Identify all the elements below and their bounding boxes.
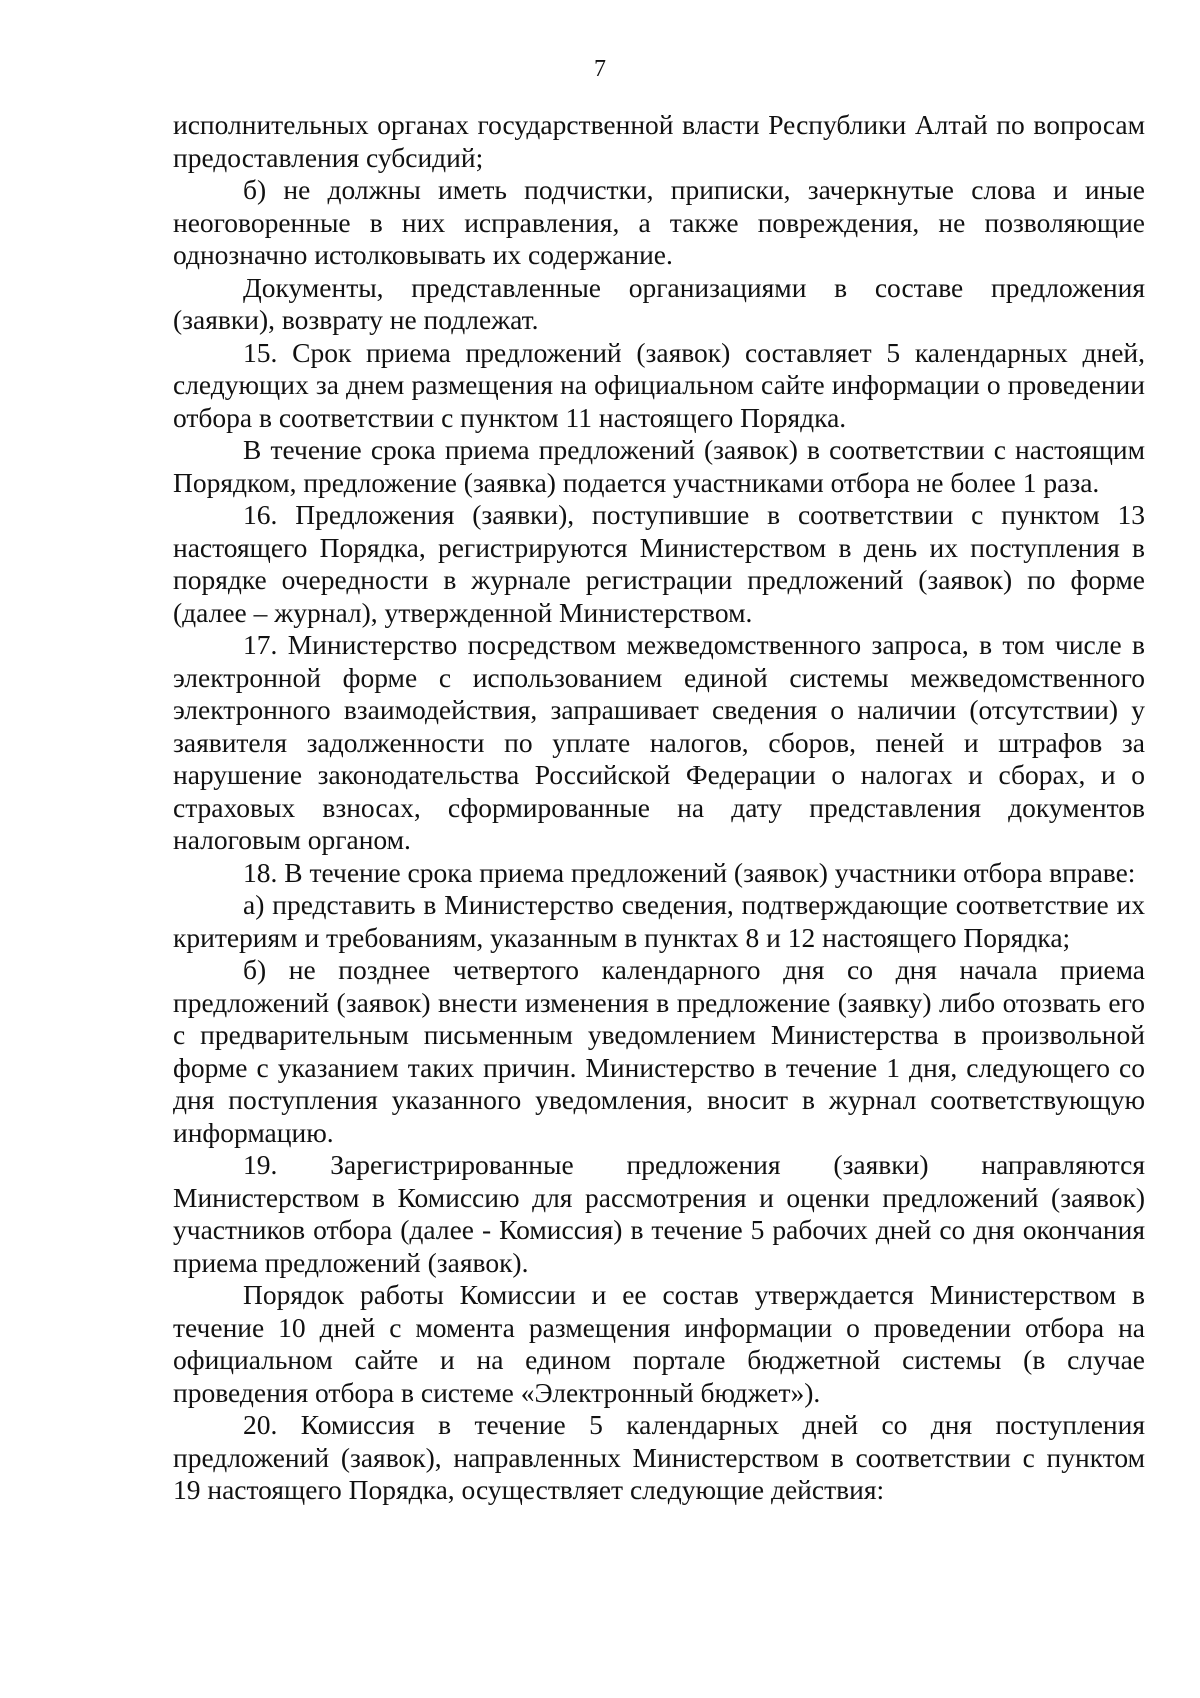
paragraph: 18. В течение срока приема предложений (заявок) участники отбора вправе:	[243, 856, 1136, 888]
page-number: 7	[594, 56, 606, 82]
paragraph: 17. Министерство посредством межведомственного запроса, в том числе в электронной форме с использованием единой системы межведомственного электронного взаимодействия, запрашивает сведения о наличии (отсутствии) у заявителя задолженности по уплате налогов, сборов, пеней и штрафов за нарушение законодательства Российской Федерации о налогах и сборах, и о страховых взносах, сформированные на дату представления документов налоговым органом.	[173, 629, 1145, 855]
paragraph: 19. Зарегистрированные предложения (заявки) направляются Министерством в Комиссию для рассмотрения и оценки предложений (заявок) участников отбора (далее - Комиссия) в течение 5 рабочих дней со дня окончания приема предложений (заявок).	[173, 1149, 1145, 1278]
paragraph: Порядок работы Комиссии и ее состав утверждается Министерством в течение 10 дней с момента размещения информации о проведении отбора на официальном сайте и на едином портале бюджетной системы (в случае проведения отбора в системе «Электронный бюджет»).	[173, 1279, 1145, 1408]
paragraph: б) не должны иметь подчистки, приписки, зачеркнутые слова и иные неоговоренные в них исправления, а также повреждения, не позволяющие однозначно истолковывать их содержание.	[173, 174, 1145, 270]
paragraph: б) не позднее четвертого календарного дня со дня начала приема предложений (заявок) внести изменения в предложение (заявку) либо отозвать его с предварительным письменным уведомлением Министерства в произвольной форме с указанием таких причин. Министерство в течение 1 дня, следующего со дня поступления указанного уведомления, вносит в журнал соответствующую информацию.	[173, 954, 1145, 1148]
paragraph: исполнительных органах государственной власти Республики Алтай по вопросам предоставления субсидий;	[173, 109, 1145, 173]
paragraph: 16. Предложения (заявки), поступившие в соответствии с пунктом 13 настоящего Порядка, регистрируются Министерством в день их поступления в порядке очередности в журнале регистрации предложений (заявок) по форме (далее – журнал), утвержденной Министерством.	[173, 499, 1145, 628]
document-body	[173, 109, 1145, 1507]
paragraph: а) представить в Министерство сведения, подтверждающие соответствие их критериям и требованиям, указанным в пунктах 8 и 12 настоящего Порядка;	[173, 889, 1145, 953]
paragraph: В течение срока приема предложений (заявок) в соответствии с настоящим Порядком, предложение (заявка) подается участниками отбора не более 1 раза.	[173, 434, 1145, 498]
paragraph: 15. Срок приема предложений (заявок) составляет 5 календарных дней, следующих за днем размещения на официальном сайте информации о проведении отбора в соответствии с пунктом 11 настоящего Порядка.	[173, 336, 1145, 433]
paragraph: Документы, представленные организациями в составе предложения (заявки), возврату не подлежат.	[173, 271, 1145, 335]
paragraph: 20. Комиссия в течение 5 календарных дней со дня поступления предложений (заявок), направленных Министерством в соответствии с пунктом 19 настоящего Порядка, осуществляет следующие действия:	[173, 1409, 1145, 1505]
